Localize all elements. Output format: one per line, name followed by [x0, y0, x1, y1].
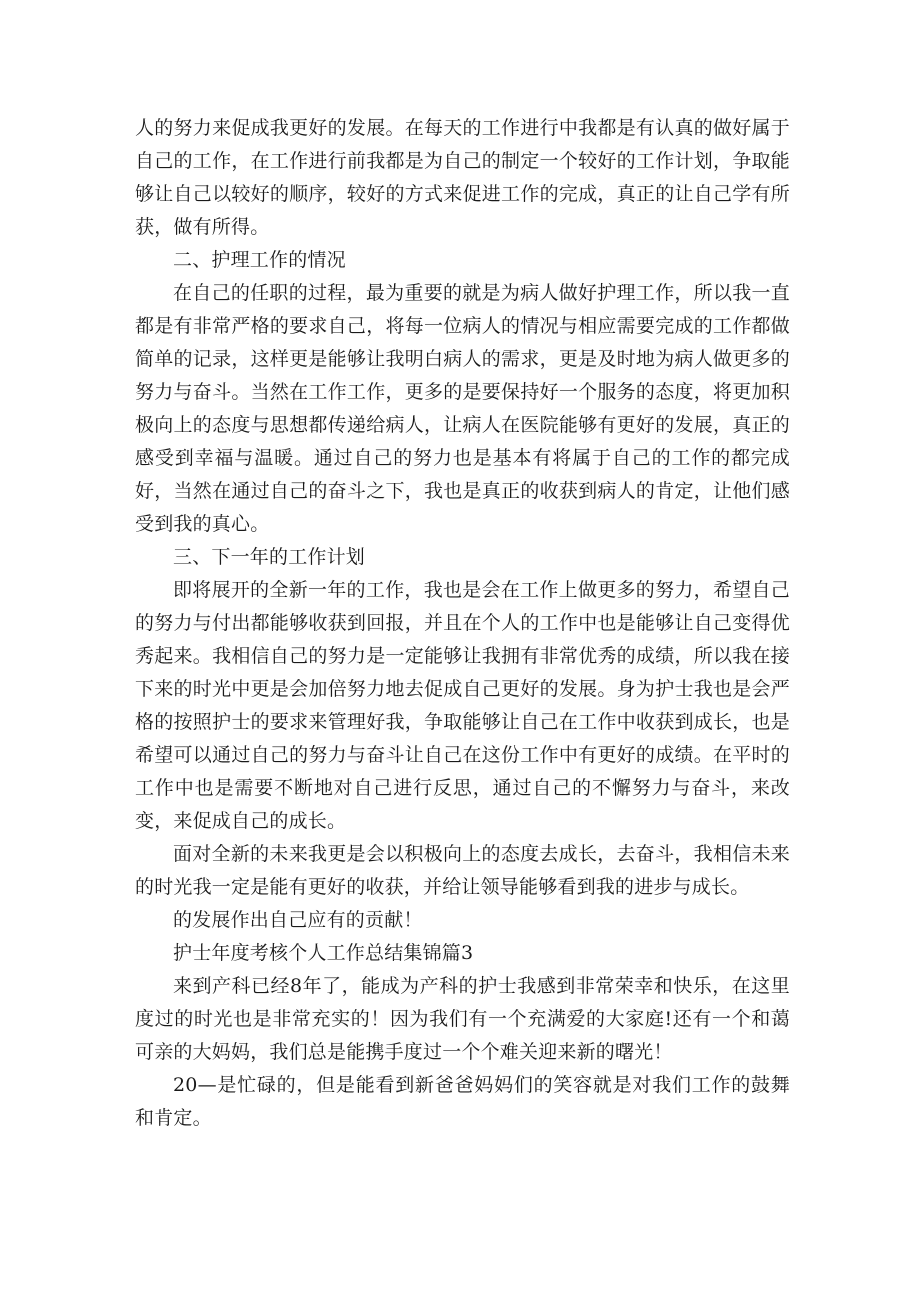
paragraph-busy-year: 20—是忙碌的，但是能看到新爸爸妈妈们的笑容就是对我们工作的鼓舞和肯定。	[135, 1074, 790, 1129]
section-heading-nursing-work: 二、护理工作的情况	[173, 249, 346, 271]
document-body	[135, 112, 790, 1135]
paragraph-nursing-work: 在自己的任职的过程，最为重要的就是为病人做好护理工作，所以我一直都是有非常严格的要求自己，将每一位病人的情况与相应需要完成的工作都做简单的记录，这样更是能够让我明白病人的需求，更是及时地为病人做更多的努力与奋斗。当然在工作工作，更多的是要保持好一个服务的态度，将更加积极向上的态度与思想都传递给病人，让病人在医院能够有更好的发展，真正的感受到幸福与温暖。通过自己的努力也是基本有将属于自己的工作的都完成好，当然在通过自己的奋斗之下，我也是真正的收获到病人的肯定，让他们感受到我的真心。	[135, 282, 790, 535]
paragraph-future-outlook: 面对全新的未来我更是会以积极向上的态度去成长，去奋斗，我相信未来的时光我一定是能有更好的收获，并给让领导能够看到我的进步与成长。	[135, 843, 790, 898]
paragraph-intro-continued: 人的努力来促成我更好的发展。在每天的工作进行中我都是有认真的做好属于自己的工作，在工作进行前我都是为自己的制定一个较好的工作计划，争取能够让自己以较好的顺序，较好的方式来促进工作的完成，真正的让自己学有所获，做有所得。	[135, 117, 790, 238]
paragraph-contribution: 的发展作出自己应有的贡献！	[173, 909, 423, 931]
paragraph-obstetrics-intro: 来到产科已经8年了，能成为产科的护士我感到非常荣幸和快乐，在这里度过的时光也是非常充实的！因为我们有一个充满爱的大家庭!还有一个和蔼可亲的大妈妈，我们总是能携手度过一个个难关迎来新的曙光！	[135, 975, 790, 1063]
section-heading-next-year-plan: 三、下一年的工作计划	[173, 546, 366, 568]
paragraph-next-year-plan: 即将展开的全新一年的工作，我也是会在工作上做更多的努力，希望自己的努力与付出都能够收获到回报，并且在个人的工作中也是能够让自己变得优秀起来。我相信自己的努力是一定能够让我拥有非常优秀的成绩，所以我在接下来的时光中更是会加倍努力地去促成自己更好的发展。身为护士我也是会严格的按照护士的要求来管理好我，争取能够让自己在工作中收获到成长，也是希望可以通过自己的努力与奋斗让自己在这份工作中有更好的成绩。在平时的工作中也是需要不断地对自己进行反思，通过自己的不懈努力与奋斗，来改变，来促成自己的成长。	[135, 579, 790, 832]
article-title-part-3: 护士年度考核个人工作总结集锦篇3	[173, 942, 474, 964]
